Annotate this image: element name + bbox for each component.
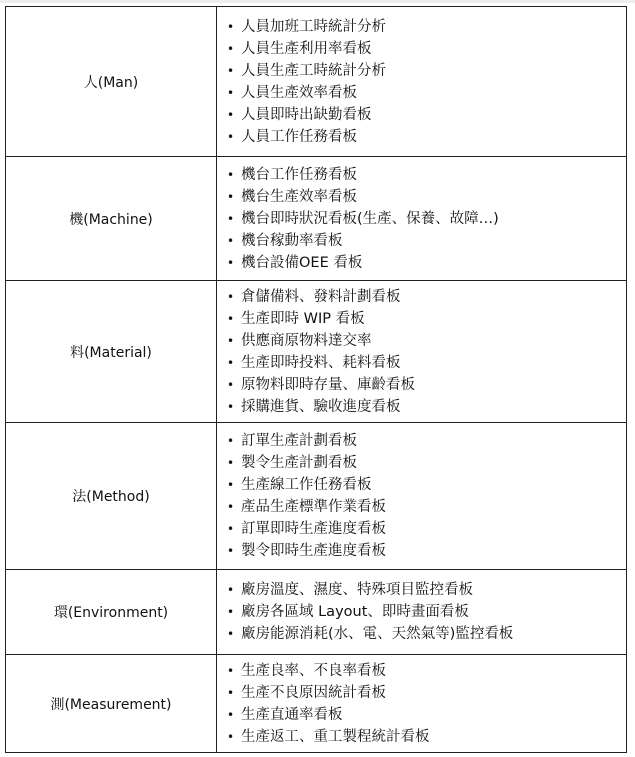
list-item — [227, 704, 626, 726]
list-item — [227, 126, 626, 148]
items-cell — [217, 157, 627, 281]
list-item — [227, 540, 626, 562]
bullet-icon: • — [227, 19, 235, 34]
list-item-text: 生產線工作任務看板 — [241, 477, 372, 493]
bullet-icon: • — [227, 399, 235, 414]
list-item-text: 倉儲備料、發料計劃看板 — [241, 288, 401, 305]
list-item — [227, 452, 626, 474]
bullet-list — [227, 286, 626, 418]
table-row — [6, 157, 627, 281]
bullet-icon: • — [227, 333, 235, 348]
bullet-list — [227, 16, 626, 148]
list-item-text: 人員生產利用率看板 — [241, 40, 372, 57]
bullet-list — [227, 579, 626, 645]
bullet-icon: • — [227, 41, 235, 56]
list-item-text: 生產良率、不良率看板 — [241, 662, 386, 679]
bullet-icon: • — [227, 522, 235, 536]
bullet-icon: • — [227, 583, 235, 597]
category-cell: 料(Material) — [6, 281, 217, 423]
category-cell: 環(Environment) — [6, 570, 217, 655]
items-cell — [217, 570, 627, 655]
bullet-list — [227, 660, 626, 748]
category-cell: 機(Machine) — [6, 157, 217, 281]
list-item — [227, 286, 626, 308]
list-item-text: 製令生產計劃看板 — [241, 455, 357, 471]
bullet-icon: • — [227, 129, 235, 144]
bullet-icon: • — [227, 167, 235, 182]
list-item-text: 生產不良原因統計看板 — [241, 684, 386, 701]
category-cell: 人(Man) — [6, 7, 217, 157]
list-item-text: 機台稼動率看板 — [241, 232, 343, 249]
list-item-text: 廠房能源消耗(水、電、天然氣等)監控看板 — [241, 626, 514, 642]
list-item — [227, 60, 626, 82]
dashboard-category-table — [5, 6, 627, 753]
bullet-icon: • — [227, 63, 235, 78]
list-item — [227, 104, 626, 126]
list-item — [227, 230, 626, 252]
table-body — [6, 7, 627, 753]
list-item — [227, 682, 626, 704]
items-cell — [217, 655, 627, 753]
table-row — [6, 655, 627, 753]
list-item — [227, 16, 626, 38]
list-item — [227, 164, 626, 186]
bullet-icon: • — [227, 500, 235, 514]
bullet-icon: • — [227, 289, 235, 304]
bullet-icon: • — [227, 456, 235, 470]
list-item-text: 人員即時出缺勤看板 — [241, 106, 372, 123]
list-item-text: 產品生產標準作業看板 — [241, 499, 386, 515]
table-row — [6, 7, 627, 157]
category-cell: 法(Method) — [6, 423, 217, 570]
bullet-icon: • — [227, 255, 235, 270]
list-item — [227, 374, 626, 396]
list-item-text: 供應商原物料達交率 — [241, 332, 372, 349]
bullet-icon: • — [227, 233, 235, 248]
bullet-icon: • — [227, 377, 235, 392]
items-cell — [217, 423, 627, 570]
list-item — [227, 208, 626, 230]
bullet-icon: • — [227, 107, 235, 122]
table-row — [6, 281, 627, 423]
list-item — [227, 252, 626, 274]
list-item-text: 製令即時生產進度看板 — [241, 543, 386, 559]
list-item-text: 生產即時投料、耗料看板 — [241, 354, 401, 371]
bullet-icon: • — [227, 663, 235, 678]
list-item-text: 機台設備OEE 看板 — [241, 254, 363, 271]
list-item — [227, 82, 626, 104]
list-item-text: 採購進貨、驗收進度看板 — [241, 398, 401, 415]
list-item-text: 廠房各區域 Layout、即時畫面看板 — [241, 604, 469, 620]
bullet-icon: • — [227, 211, 235, 226]
bullet-icon: • — [227, 729, 235, 744]
list-item — [227, 330, 626, 352]
list-item — [227, 308, 626, 330]
bullet-icon: • — [227, 685, 235, 700]
list-item — [227, 623, 626, 645]
bullet-icon: • — [227, 627, 235, 641]
category-cell: 測(Measurement) — [6, 655, 217, 753]
list-item-text: 生產返工、重工製程統計看板 — [241, 728, 430, 745]
list-item-text: 機台生產效率看板 — [241, 188, 357, 205]
list-item-text: 機台工作任務看板 — [241, 166, 357, 183]
list-item — [227, 601, 626, 623]
table-row — [6, 423, 627, 570]
items-cell — [217, 281, 627, 423]
list-item-text: 人員生產效率看板 — [241, 84, 357, 101]
bullet-icon: • — [227, 311, 235, 326]
list-item-text: 廠房溫度、濕度、特殊項目監控看板 — [241, 582, 473, 598]
bullet-icon: • — [227, 707, 235, 722]
bullet-list — [227, 164, 626, 274]
list-item — [227, 660, 626, 682]
bullet-icon: • — [227, 355, 235, 370]
list-item-text: 生產即時 WIP 看板 — [241, 310, 365, 327]
bullet-icon: • — [227, 189, 235, 204]
list-item — [227, 474, 626, 496]
list-item — [227, 518, 626, 540]
bullet-list — [227, 430, 626, 562]
table-row — [6, 570, 627, 655]
list-item-text: 人員工作任務看板 — [241, 128, 357, 145]
list-item-text: 訂單生產計劃看板 — [241, 433, 357, 449]
list-item — [227, 579, 626, 601]
list-item — [227, 352, 626, 374]
bullet-icon: • — [227, 85, 235, 100]
list-item-text: 原物料即時存量、庫齡看板 — [241, 376, 415, 393]
list-item-text: 人員生產工時統計分析 — [241, 62, 386, 79]
list-item — [227, 726, 626, 748]
list-item — [227, 186, 626, 208]
list-item-text: 人員加班工時統計分析 — [241, 18, 386, 35]
items-cell — [217, 7, 627, 157]
list-item-text: 訂單即時生產進度看板 — [241, 521, 386, 537]
list-item — [227, 396, 626, 418]
list-item-text: 生產直通率看板 — [241, 706, 343, 723]
bullet-icon: • — [227, 544, 235, 558]
bullet-icon: • — [227, 434, 235, 448]
bullet-icon: • — [227, 605, 235, 619]
list-item — [227, 496, 626, 518]
bullet-icon: • — [227, 478, 235, 492]
list-item-text: 機台即時狀況看板(生產、保養、故障…) — [241, 210, 499, 227]
list-item — [227, 430, 626, 452]
list-item — [227, 38, 626, 60]
